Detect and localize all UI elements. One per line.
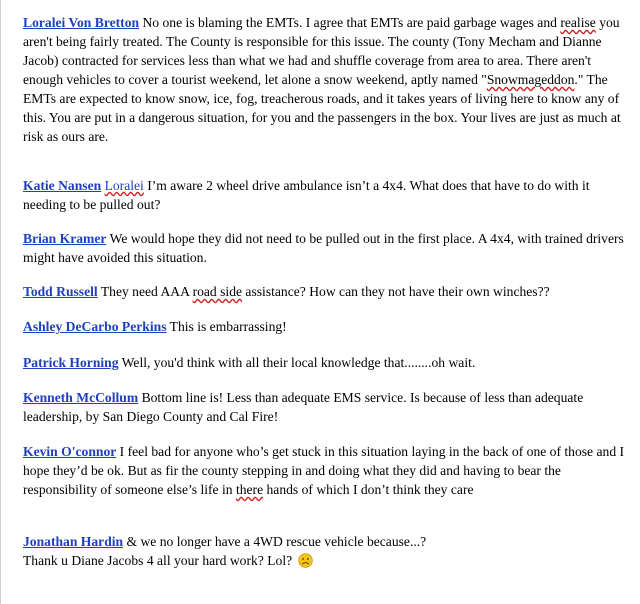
- author-link-brian-kramer[interactable]: Brian Kramer: [23, 231, 107, 246]
- spelling-flag: there: [235, 482, 264, 497]
- comment-text: assistance? How can they not have their own winches??: [242, 284, 550, 299]
- comment-text: Bottom line is! Less than adequate EMS service. Is because of less than adequate leadership, by San Diego County and Cal Fire!: [23, 390, 584, 424]
- comment-5: [23, 317, 633, 336]
- mention-link-loralei[interactable]: Loralei: [104, 178, 144, 193]
- comment-8: [23, 442, 633, 499]
- comment-9: [23, 532, 633, 570]
- comment-text: This is embarrassing!: [166, 319, 287, 334]
- author-link-todd-russell[interactable]: Todd Russell: [23, 284, 98, 299]
- comment-text: No one is blaming the EMTs. I agree that EMTs are paid garbage wages and: [139, 15, 561, 30]
- comment-text: Well, you'd think with all their local knowledge that........oh wait.: [118, 355, 476, 370]
- author-link-jonathan-hardin[interactable]: Jonathan Hardin: [23, 534, 124, 549]
- author-link-ashley-decarbo-perkins[interactable]: Ashley DeCarbo Perkins: [23, 319, 167, 334]
- comment-text: & we no longer have a 4WD rescue vehicle because...?: [123, 534, 427, 549]
- comment-text: you aren't being fairly treated. The County is responsible for this issue. The county (Tony Mecham and Dianne Jacob) contracted for services less than what we had and shuffle coverage from area to area. There aren't enough vehicles to cover a tourist weekend, let alone a snow weekend, aptly named ": [23, 15, 620, 87]
- author-link-loralei-von-bretton[interactable]: Loralei Von Bretton: [23, 15, 140, 30]
- comment-text: They need AAA: [97, 284, 193, 299]
- author-link-kenneth-mccollum[interactable]: Kenneth McCollum: [23, 390, 139, 405]
- spelling-flag: Snowmageddon: [486, 72, 575, 87]
- comment-2: [23, 176, 633, 214]
- comment-1: [23, 13, 633, 146]
- comment-7: [23, 388, 633, 426]
- sad-face-emoji-icon: [298, 553, 313, 568]
- author-link-kevin-oconnor[interactable]: Kevin O'connor: [23, 444, 117, 459]
- comment-text: hands of which I don’t think they care: [263, 482, 474, 497]
- spelling-flag: realise: [560, 15, 596, 30]
- spelling-flag: road side: [192, 284, 243, 299]
- comment-text: I feel bad for anyone who’s get stuck in this situation laying in the back of one of those and I hope they’d be ok. But as fir the county stepping in and doing what they did and having to bear the responsibility of someone else’s life in: [23, 444, 625, 497]
- comment-text-line-2: Thank u Diane Jacobs 4 all your hard work? Lol?: [23, 553, 293, 568]
- comment-3: [23, 229, 633, 267]
- author-link-patrick-horning[interactable]: Patrick Horning: [23, 355, 119, 370]
- comment-6: [23, 353, 633, 372]
- comment-text: We would hope they did not need to be pulled out in the first place. A 4x4, with trained drivers might have avoided this situation.: [23, 231, 624, 265]
- comment-text: I’m aware 2 wheel drive ambulance isn’t a 4x4. What does that have to do with it needing to be pulled out?: [23, 178, 590, 212]
- comment-text: ." The EMTs are expected to know snow, ice, fog, treacherous roads, and it takes years of living here to know any of this. You are put in a dangerous situation, for you and the passengers in the box. Your lives are just as much at risk as ours are.: [23, 72, 621, 144]
- comment-4: [23, 282, 633, 301]
- author-link-katie-nansen[interactable]: Katie Nansen: [23, 178, 102, 193]
